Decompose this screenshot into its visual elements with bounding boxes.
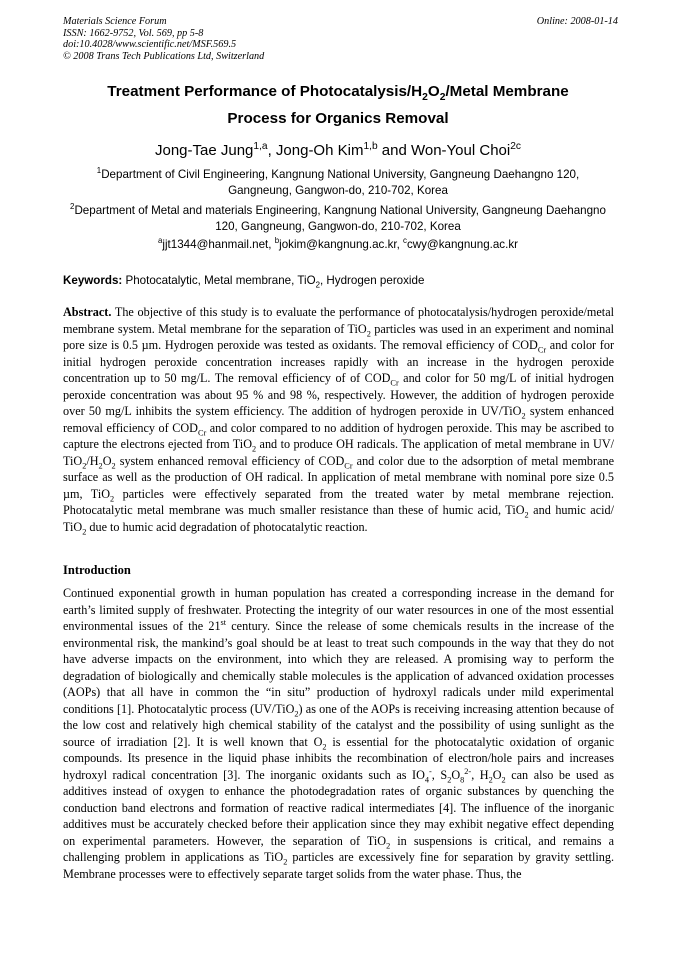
- paper-title: [63, 78, 613, 132]
- author-emails: $^a$jjt1344@hanmail.net, $^b$jokim@kangnung.ac.kr, $^c$cwy@kangnung.ac.kr: [158, 236, 518, 251]
- doi-line: doi:10.4028/www.scientific.net/MSF.569.5: [63, 39, 237, 51]
- affiliation-2: $^2$Department of Metal and materials Engineering, Kangnung National University, Gangneung Daehangno 120, Gangneung, Gangwon-do, 210-702, Korea: [70, 202, 606, 233]
- copyright-line: © 2008 Trans Tech Publications Ltd, Switzerland: [63, 50, 265, 62]
- journal-name: Materials Science Forum: [63, 16, 167, 27]
- affiliation-1: $^1$Department of Civil Engineering, Kangnung National University, Gangneung Daehangno 120, Gangneung, Gangwon-do, 210-702, Korea: [96, 166, 580, 197]
- section-title-introduction: Introduction: [63, 563, 131, 577]
- journal-header: [63, 16, 618, 62]
- introduction-paragraph: Continued exponential growth in human population has created a corresponding increase in the demand for earth’s limited supply of freshwater. Protecting the integrity of our water resources in one of the most essential environmental issues of the 21st century. Since the release of some chemicals results in the increase of the environmental risk, the mankind’s goal should be at least to treat such compounds in the way that they do not have adverse impacts on the environment, into which they are released. A promising way to perform the degradation of biologically and chemically stable molecules is the application of advanced oxidation processes (AOPs) that all have in common the “in situ” production of hydroxyl radicals under mild experimental conditions [1]. Photocatalytic process (UV/TiO$_2$) as one of the AOPs is receiving increasing attention because of the low cost and relatively high chemical stability of the catalyst and the possibility of using sunlight as the source of irradiation [2]. It is well known that $O_2$ is essential for the photocatalytic oxidation of organic compounds. Its presence in the liquid phase inhibits the recombination of electron/hole pairs and increases hydroxyl radical concentration [3]. The inorganic oxidants such as $IO_4^-$, $S_2O_8^{2-}$, $H_2O_2$ can also be used as additives instead of oxygen to enhance the photodegradation rates of organic substances by quenching the conduction band electrons and formation of reactive radical intermediates [4]. The influence of the inorganic additives must be accurately checked before their application since they may exhibit negative effect depending on experimental parameters. However, the separation of TiO$_2$ in suspensions is critical, and remains a challenging problem in applications as TiO$_2$ particles are excessively fine for separation by gravity settling. Membrane processes were to effectively separate target solids from the water phase. Thus, the: [63, 586, 615, 881]
- abstract-paragraph: Abstract. The objective of this study is to evaluate the performance of photocatalysis/hydrogen peroxide/metal membrane system. Metal membrane for the separation of TiO$_2$ particles was used in an experiment and nominal pore size is 0.5 µm. Hydrogen peroxide was tested as oxidants. The removal efficiency of $COD_{Cr}$ and color for initial hydrogen peroxide concentration increases rapidly with an increase in the hydrogen peroxide concentration up to 50 mg/L. The removal efficiency of of $COD_{Cr}$ and color for 50 mg/L of initial hydrogen peroxide concentration was about 95 % and 98 %, respectively. However, the addition of hydrogen peroxide over 50 mg/L inhibits the system efficiency. The addition of hydrogen peroxide in UV/TiO$_2$ system enhanced removal efficiency of $COD_{Cr}$ and color compared to no addition of hydrogen peroxide. This may be ascribed to capture the electrons ejected from TiO$_2$ and to produce OH radicals. The application of metal membrane in UV/ $TiO_2/H_2O_2$ system enhanced removal efficiency of $COD_{Cr}$ and color due to the adsorption of metal membrane surface as well as the production of OH radical. In application of metal membrane with nominal pore size 0.5 µm, TiO$_2$ particles were effectively separated from the treated water by metal membrane rejection. Photocatalytic metal membrane was much smaller resistance than these of humic acid, TiO$_2$ and humic acid/ TiO$_2$ due to humic acid degradation of photocatalytic reaction.: [63, 305, 615, 536]
- title-line-2: Process for Organics Removal: [227, 110, 449, 127]
- issn-line: ISSN: 1662-9752, Vol. 569, pp 5-8: [63, 27, 204, 39]
- keywords: Keywords: Photocatalytic, Metal membrane, TiO$_2$, Hydrogen peroxide: [63, 274, 425, 290]
- online-date: Online: 2008-01-14: [536, 16, 618, 27]
- author-list: Jong-Tae Jung$^{1,a}$, Jong-Oh Kim$^{1,b}$ and Won-Youl Choi$^{2c}$: [155, 141, 521, 159]
- title-line-1: Treatment Performance of Photocatalysis/$H_2O_2$/Metal Membrane: [107, 83, 569, 104]
